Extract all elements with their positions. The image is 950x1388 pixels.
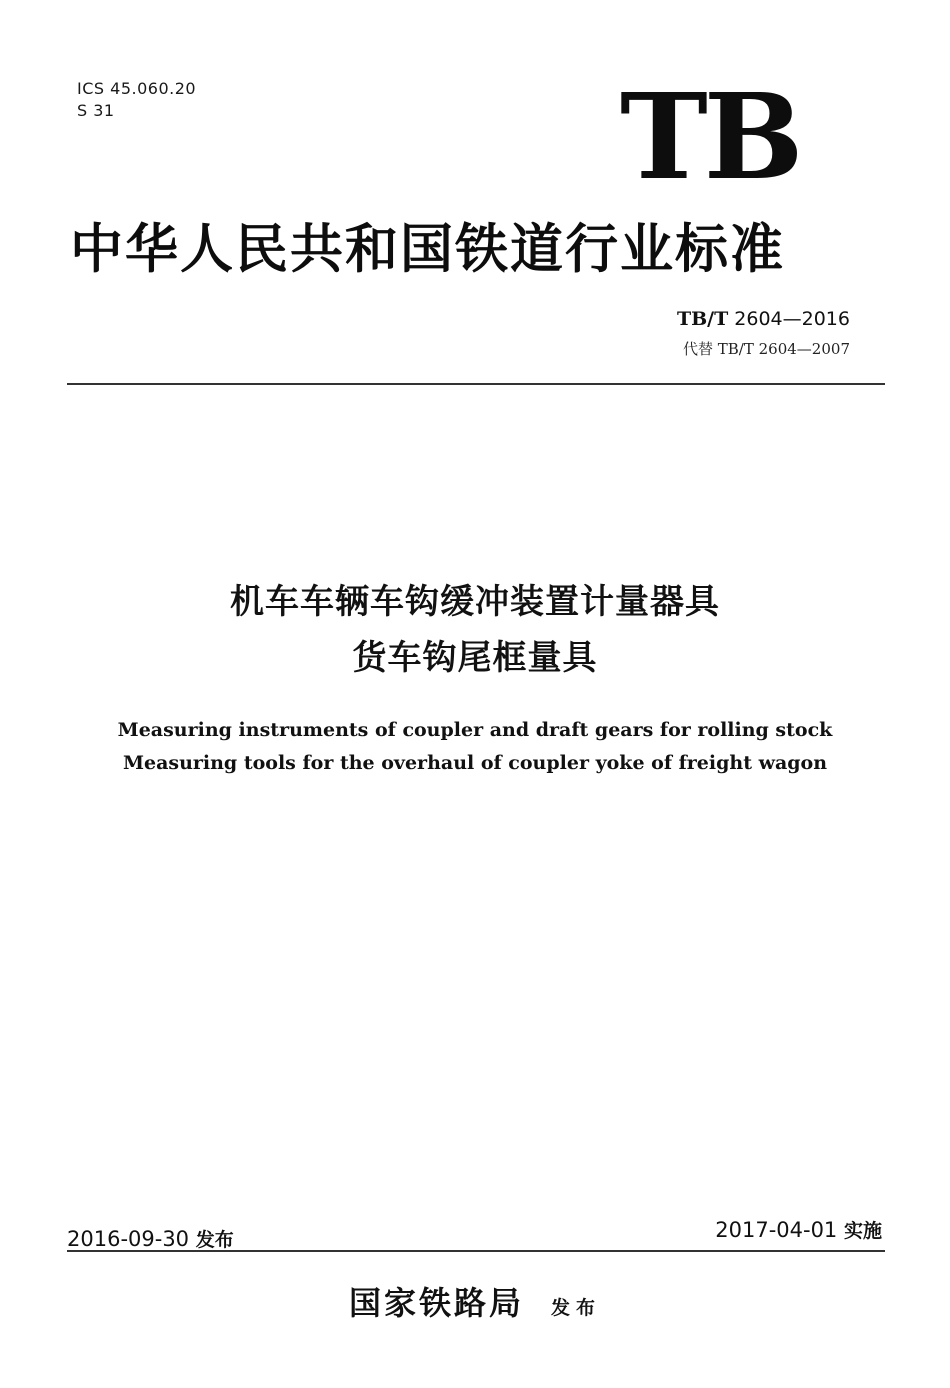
title-cn-line2: 货车钩尾框量具 — [352, 638, 598, 678]
publisher-action: 发布 — [551, 1297, 602, 1319]
implement-date — [715, 1215, 882, 1246]
header-divider — [67, 383, 885, 385]
standard-number — [560, 306, 850, 332]
footer-divider — [67, 1250, 885, 1252]
publisher — [0, 1278, 950, 1324]
publisher-name: 国家铁路局 — [348, 1284, 524, 1322]
title-en-line1: Measuring instruments of coupler and draft gears for rolling stock — [117, 719, 833, 741]
replaces-standard: 代替 TB/T 2604—2007 — [683, 340, 850, 358]
tb-logo: TB — [620, 67, 800, 206]
title-en-line2: Measuring tools for the overhaul of coupler yoke of freight wagon — [122, 752, 828, 774]
standard-number-prefix: TB/T — [676, 308, 729, 330]
title-cn-line1: 机车车辆车钩缓冲装置计量器具 — [230, 582, 720, 622]
ccs-code: S 31 — [77, 101, 115, 120]
issue-date-value: 2016-09-30 — [67, 1227, 190, 1251]
implement-date-label: 实施 — [843, 1220, 882, 1242]
ics-code: ICS 45.060.20 — [77, 79, 197, 98]
standard-number-value: 2604—2016 — [734, 308, 850, 330]
implement-date-value: 2017-04-01 — [715, 1218, 838, 1242]
organization-title: 中华人民共和国铁道行业标准 — [70, 219, 785, 280]
issue-date-label: 发布 — [195, 1229, 234, 1251]
classification-codes — [77, 78, 196, 122]
